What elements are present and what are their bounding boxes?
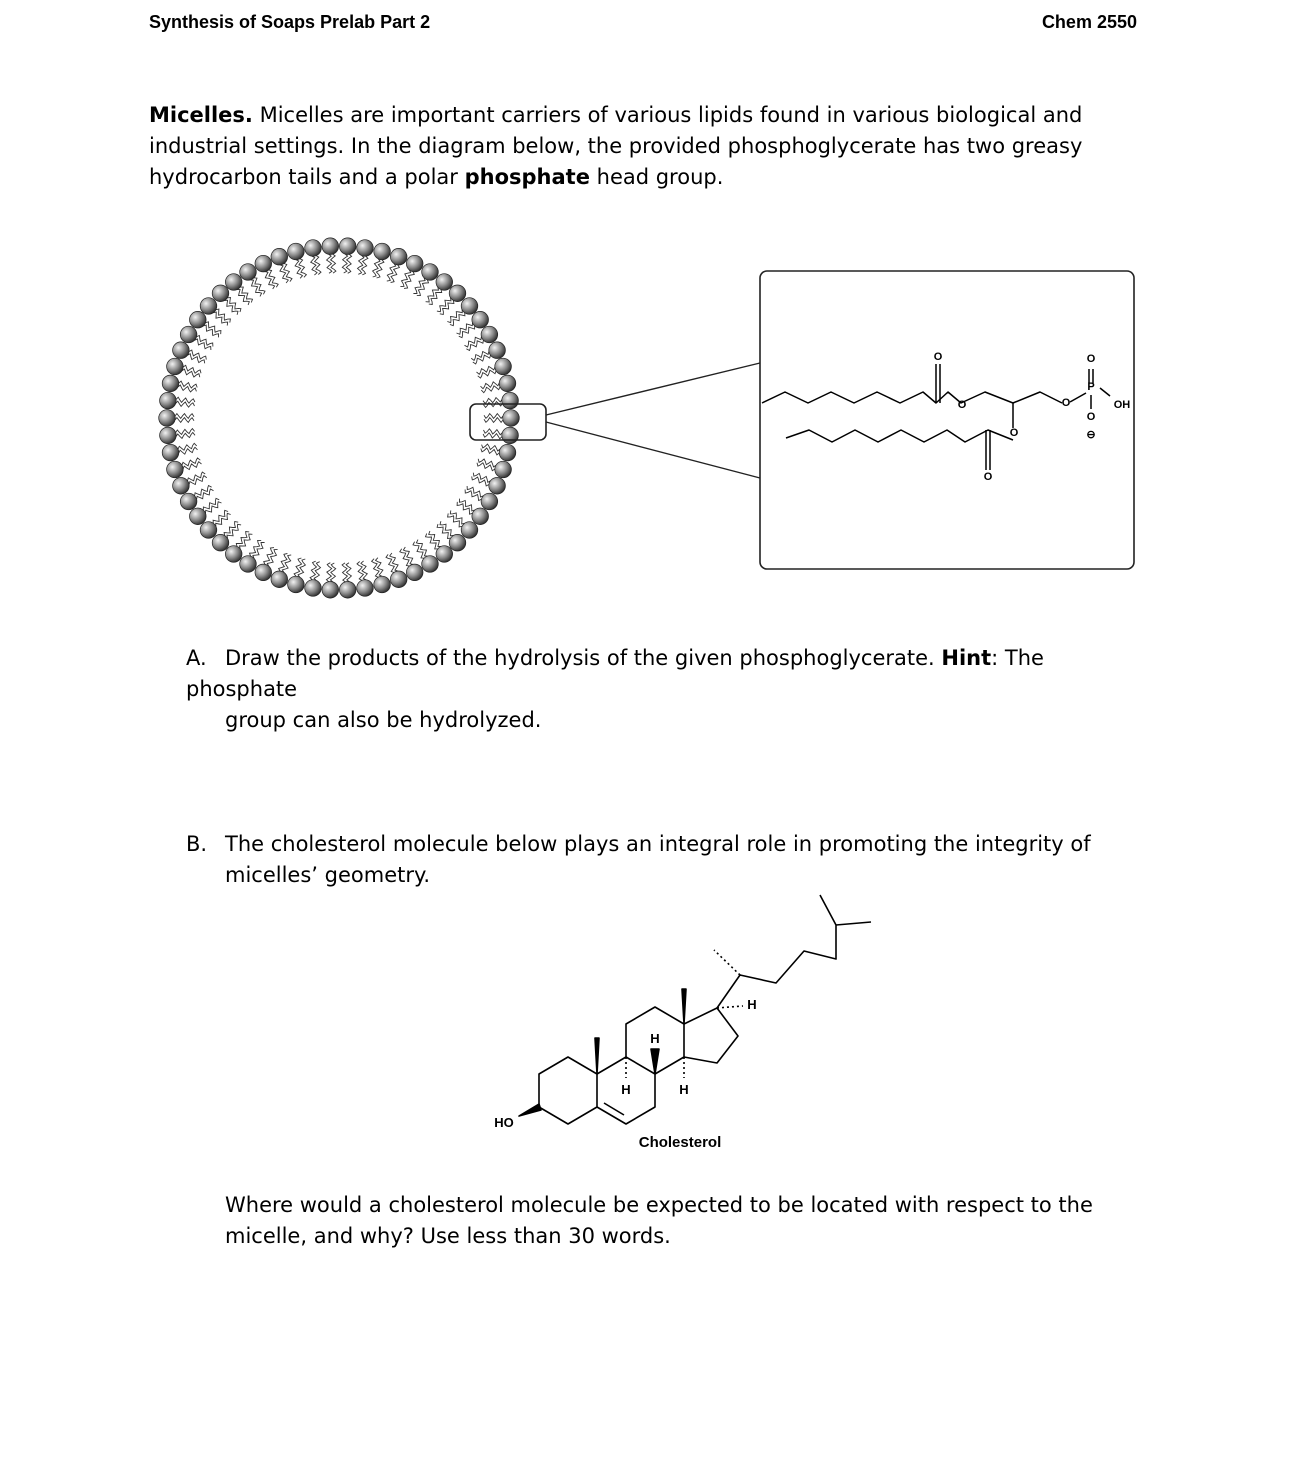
lipid-head: [461, 522, 478, 539]
cholesterol-structure: [519, 895, 871, 1124]
question-a-text-1: Draw the products of the hydrolysis of the given phosphoglycerate.: [225, 646, 942, 670]
lipid-head: [461, 298, 478, 315]
lipid-head: [322, 582, 339, 599]
question-b: [186, 829, 1146, 891]
lipid-head: [449, 285, 466, 302]
lipid-tail: [387, 264, 396, 282]
cholesterol-hashed-bonds: [626, 950, 743, 1078]
lipid-head: [190, 311, 207, 328]
lipid-head: [472, 311, 489, 328]
atom-o-carbonyl-1: O: [933, 351, 943, 363]
lipid-head: [436, 546, 453, 563]
ring-d: [684, 1008, 738, 1063]
lipid-tail: [437, 298, 451, 312]
lipid-head: [481, 493, 498, 510]
lipid-tail: [237, 290, 249, 306]
lipid-head: [255, 564, 272, 581]
lipid-head: [255, 255, 272, 272]
lipid-tail: [450, 510, 464, 524]
question-a-line-2: group can also be hydrolyzed.: [225, 708, 542, 732]
lipid-tail: [390, 553, 398, 571]
lipid-tail: [483, 398, 502, 404]
micelle-figure: [0, 0, 1290, 620]
lipid-tail: [250, 540, 262, 556]
atom-o-carbonyl-2: O: [983, 471, 993, 483]
lipid-head: [481, 326, 498, 343]
micelle-head-groups: [159, 238, 520, 598]
atom-o-bridge: O: [1061, 397, 1071, 409]
lipid-head: [357, 580, 374, 597]
ring-b: [597, 1057, 655, 1124]
ring-a: [539, 1057, 597, 1124]
lipid-tail: [240, 287, 252, 302]
atom-o-ester-2: O: [1009, 427, 1019, 439]
zoom-line-bottom: [546, 422, 760, 478]
lipid-tail: [311, 256, 317, 275]
intro-text-1: Micelles are important carriers of various lipids found in various biological and industrial settings. In the diagram below, the provided phosphoglycerate has two greasy hydrocarbon tails and a polar: [149, 103, 1083, 189]
document-header-title: Synthesis of Soaps Prelab Part 2: [149, 12, 431, 32]
lipid-head: [225, 546, 242, 563]
lipid-tail: [206, 322, 221, 334]
question-a-text-2: : The phosphate: [186, 646, 1044, 701]
lipid-tail: [457, 323, 473, 335]
lipid-head: [180, 493, 197, 510]
lipid-head: [305, 580, 322, 597]
lipid-tail: [327, 254, 332, 273]
lipid-tail: [450, 313, 465, 326]
lipid-head: [495, 358, 512, 375]
lipid-head: [502, 392, 519, 409]
lipid-head: [390, 571, 407, 588]
lipid-head: [374, 576, 391, 593]
lipid-tail: [206, 502, 222, 514]
lipid-head: [503, 410, 520, 427]
lipid-tail: [429, 290, 442, 305]
group-oh: OH: [1113, 399, 1131, 411]
lipid-head: [159, 410, 176, 427]
lipid-head: [339, 238, 356, 255]
lipid-head: [271, 248, 288, 265]
question-b-line-2: micelles’ geometry.: [225, 863, 431, 887]
methyl-wedge-1: [595, 1038, 599, 1074]
lipid-tail: [447, 310, 462, 323]
question-b-line-1: The cholesterol molecule below plays an integral role in promoting the integrity of: [225, 832, 1091, 856]
question-c: Where would a cholesterol molecule be expected to be located with respect to the micelle, and why? Use less than 30 words.: [225, 1193, 1093, 1248]
lipid-tail: [282, 555, 291, 573]
lipid-head: [288, 576, 305, 593]
lipid-tail: [182, 369, 200, 377]
lipid-head: [422, 264, 439, 281]
lipid-head: [288, 243, 305, 260]
lipid-tail: [478, 459, 496, 467]
lipid-head: [499, 375, 516, 392]
methyl-wedge-2: [682, 989, 686, 1024]
lipid-head: [212, 285, 229, 302]
lipid-tail: [484, 429, 503, 435]
lipid-tail: [429, 531, 441, 547]
lipid-tail: [477, 366, 495, 374]
lipid-tail: [314, 562, 320, 581]
intro-text-2: head group.: [589, 165, 724, 189]
lipid-head: [200, 522, 217, 539]
intro-bold-word: phosphate: [464, 165, 590, 189]
question-a-label: A.: [186, 646, 207, 670]
lipid-tail: [176, 433, 195, 439]
micelle-lipid-tails: [175, 254, 503, 582]
side-chain: [717, 895, 836, 1008]
lipid-tail: [426, 534, 438, 549]
lipid-tail: [236, 532, 249, 547]
lipid-tail: [376, 558, 383, 577]
lipid-head: [390, 248, 407, 265]
zoom-line-top: [546, 363, 760, 415]
negative-charge-icon: ⊖: [1086, 429, 1096, 441]
lipid-head: [406, 564, 423, 581]
lipid-head: [449, 534, 466, 551]
lipid-head: [240, 264, 257, 281]
lipid-tail: [361, 561, 367, 580]
intro-heading: Micelles.: [149, 103, 253, 127]
lipid-tail: [358, 256, 364, 275]
lipid-tail: [228, 298, 241, 313]
label-h-right: H: [679, 1082, 689, 1097]
h-wedge-top: [651, 1049, 659, 1074]
atom-o-double-bond: O: [1086, 353, 1096, 365]
question-a: [186, 643, 1146, 736]
lipid-head: [162, 375, 179, 392]
lipid-head: [374, 243, 391, 260]
lipid-head: [173, 478, 190, 495]
lipid-head: [406, 255, 423, 272]
atom-o-minus: O: [1086, 411, 1096, 423]
lipid-tail: [183, 462, 201, 470]
label-ho: HO: [494, 1115, 514, 1130]
lipid-tail: [227, 524, 241, 538]
lipid-tail: [484, 414, 503, 419]
atom-o-ester-1: O: [957, 399, 967, 411]
lipid-head: [167, 461, 184, 478]
label-h-d-ring: H: [747, 997, 757, 1012]
lipid-tail: [437, 524, 450, 539]
lipid-head: [305, 240, 322, 257]
lipid-head: [499, 444, 516, 461]
lipid-tail: [473, 473, 490, 483]
course-code: Chem 2550: [1041, 12, 1137, 32]
lipid-tail: [280, 265, 288, 283]
question-b-label: B.: [186, 832, 208, 856]
lipid-head: [472, 508, 489, 525]
lipid-tail: [176, 401, 195, 407]
lipid-head: [160, 427, 177, 444]
lipid-head: [271, 571, 288, 588]
label-h-top: H: [650, 1031, 660, 1046]
lipid-tail: [342, 254, 347, 273]
question-a-hint: Hint: [941, 646, 992, 670]
cholesterol-labels: [494, 997, 756, 1151]
lipid-head: [422, 556, 439, 573]
lipid-head: [162, 444, 179, 461]
lipid-tail: [175, 418, 194, 423]
lipid-head: [339, 582, 356, 599]
lipid-tail: [213, 312, 227, 326]
lipid-head: [225, 274, 242, 291]
lipid-head: [240, 556, 257, 573]
lipid-tail: [457, 502, 472, 514]
lipid-head: [180, 326, 197, 343]
lipid-tail: [440, 301, 454, 315]
lipid-tail: [213, 510, 228, 523]
atom-phosphorus: P: [1087, 381, 1095, 393]
lipid-head: [489, 342, 506, 359]
lipid-head: [212, 534, 229, 551]
ho-wedge: [519, 1104, 541, 1116]
lipid-head: [357, 240, 374, 257]
ring-c: [626, 1007, 684, 1074]
lipid-tail: [417, 280, 429, 296]
lipid-tail: [216, 309, 231, 323]
lipid-head: [502, 427, 519, 444]
lipid-tail: [216, 513, 231, 526]
lipid-tail: [188, 354, 205, 364]
lipid-head: [190, 508, 207, 525]
lipid-tail: [448, 513, 463, 527]
lipid-head: [436, 274, 453, 291]
lipid-tail: [346, 563, 351, 582]
lipid-tail: [440, 521, 453, 536]
lipid-head: [322, 238, 339, 255]
lipid-head: [173, 342, 190, 359]
phosphoglycerate-inset-box: [760, 271, 1134, 569]
lipid-head: [495, 461, 512, 478]
lipid-tail: [295, 260, 302, 279]
lipid-head: [160, 392, 177, 409]
lipid-head: [200, 298, 217, 315]
label-h-left: H: [621, 1082, 631, 1097]
cholesterol-caption: Cholesterol: [638, 1134, 722, 1151]
lipid-tail: [224, 522, 238, 536]
lipid-tail: [225, 300, 238, 315]
lipid-head: [489, 478, 506, 495]
lipid-tail: [330, 563, 335, 582]
lipid-head: [167, 358, 184, 375]
